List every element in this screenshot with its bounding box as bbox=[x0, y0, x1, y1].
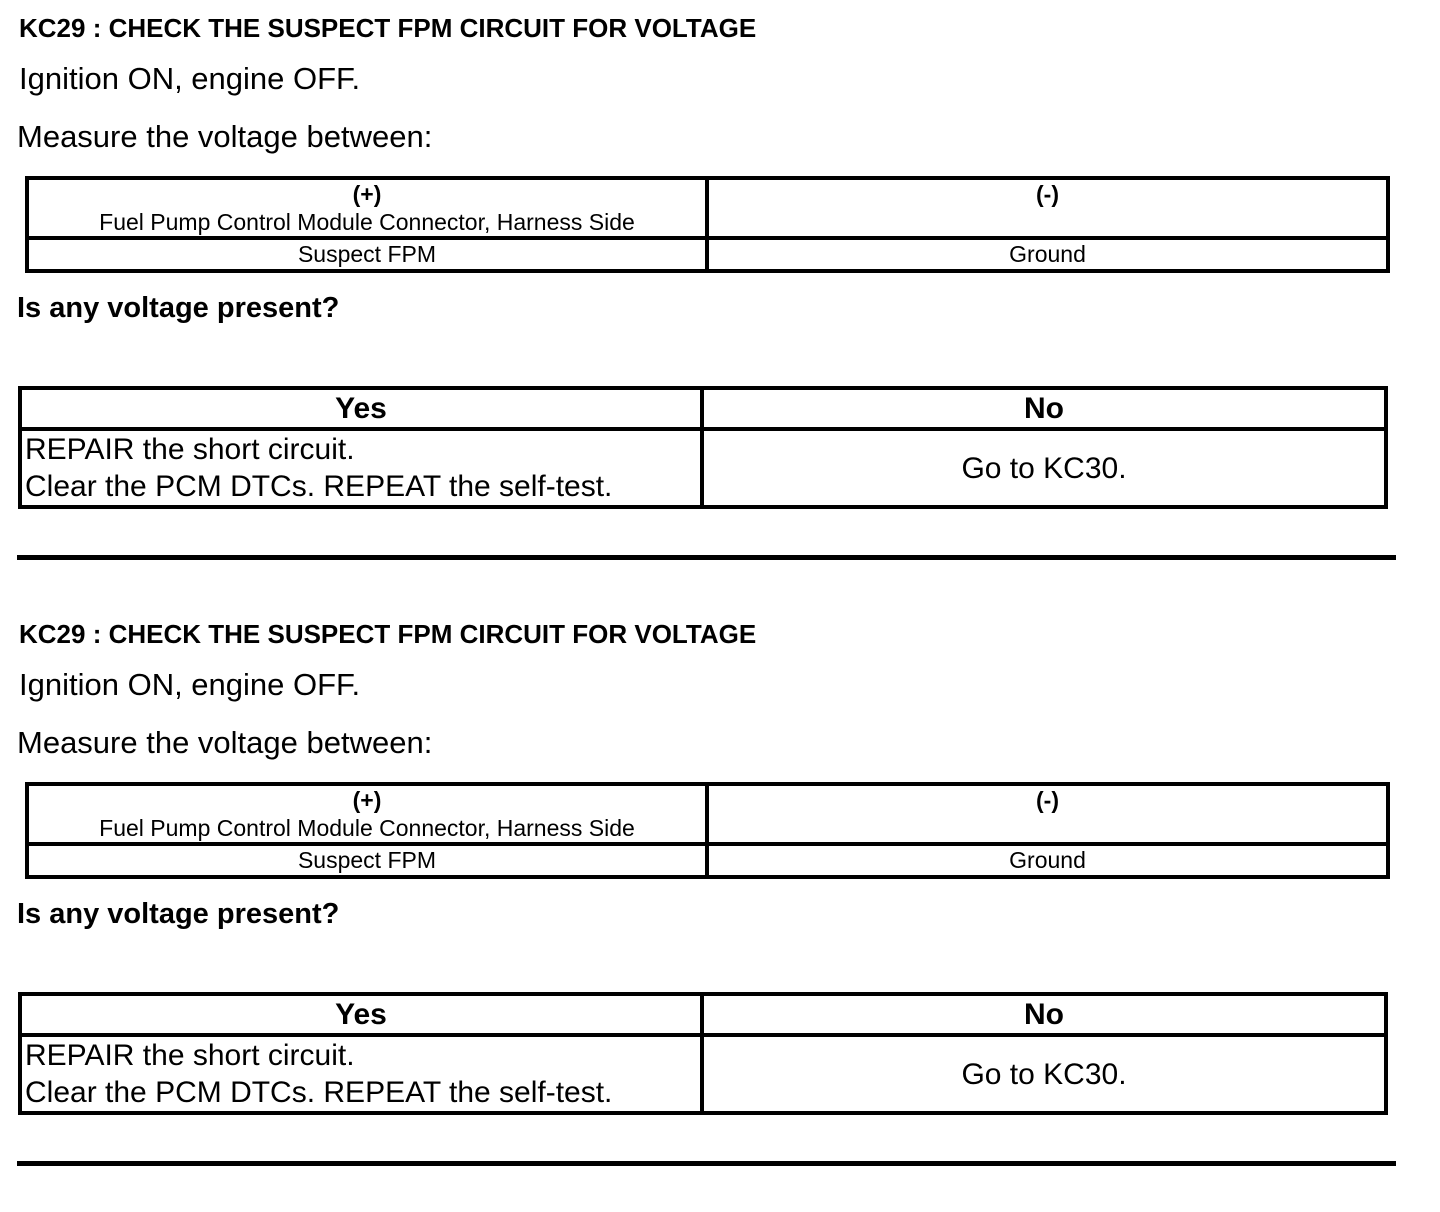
measurement-header-row bbox=[27, 178, 1388, 238]
negative-symbol: (-) bbox=[1036, 181, 1059, 207]
yes-action-line-1: REPAIR the short circuit. bbox=[25, 433, 355, 466]
answer-table bbox=[18, 992, 1388, 1115]
positive-value: Suspect FPM bbox=[27, 238, 707, 271]
answer-header-row bbox=[20, 388, 1386, 429]
negative-value: Ground bbox=[707, 238, 1388, 271]
question-text: Is any voltage present? bbox=[17, 292, 340, 324]
no-header: No bbox=[702, 388, 1386, 429]
measurement-table bbox=[25, 782, 1390, 879]
measure-instruction: Measure the voltage between: bbox=[17, 119, 433, 154]
yes-action-line-2: Clear the PCM DTCs. REPEAT the self-test. bbox=[25, 1076, 613, 1109]
answer-body-row bbox=[20, 429, 1386, 507]
yes-action-cell bbox=[20, 1035, 702, 1113]
no-action-cell: Go to KC30. bbox=[702, 429, 1386, 507]
answer-table bbox=[18, 386, 1388, 509]
negative-symbol: (-) bbox=[1036, 787, 1059, 813]
section-divider bbox=[17, 555, 1396, 560]
yes-action-line-2: Clear the PCM DTCs. REPEAT the self-test. bbox=[25, 470, 613, 503]
measurement-value-row bbox=[27, 238, 1388, 271]
measurement-header-row bbox=[27, 784, 1388, 844]
positive-header-cell bbox=[27, 784, 707, 844]
positive-symbol: (+) bbox=[352, 181, 382, 207]
negative-header-cell bbox=[707, 178, 1388, 238]
measurement-table bbox=[25, 176, 1390, 273]
yes-header: Yes bbox=[20, 994, 702, 1035]
negative-header-cell bbox=[707, 784, 1388, 844]
yes-header: Yes bbox=[20, 388, 702, 429]
no-header: No bbox=[702, 994, 1386, 1035]
yes-action-line-1: REPAIR the short circuit. bbox=[25, 1039, 355, 1072]
ignition-instruction: Ignition ON, engine OFF. bbox=[19, 667, 361, 702]
negative-value: Ground bbox=[707, 844, 1388, 877]
positive-label: Fuel Pump Control Module Connector, Harness Side bbox=[99, 815, 635, 841]
question-text: Is any voltage present? bbox=[17, 898, 340, 930]
positive-label: Fuel Pump Control Module Connector, Harness Side bbox=[99, 209, 635, 235]
measurement-value-row bbox=[27, 844, 1388, 877]
section-divider bbox=[17, 1161, 1396, 1166]
step-title: KC29 : CHECK THE SUSPECT FPM CIRCUIT FOR VOLTAGE bbox=[19, 13, 757, 43]
positive-symbol: (+) bbox=[352, 787, 382, 813]
answer-header-row bbox=[20, 994, 1386, 1035]
answer-body-row bbox=[20, 1035, 1386, 1113]
step-title: KC29 : CHECK THE SUSPECT FPM CIRCUIT FOR VOLTAGE bbox=[19, 619, 757, 649]
positive-value: Suspect FPM bbox=[27, 844, 707, 877]
ignition-instruction: Ignition ON, engine OFF. bbox=[19, 61, 361, 96]
measure-instruction: Measure the voltage between: bbox=[17, 725, 433, 760]
yes-action-cell bbox=[20, 429, 702, 507]
test-step-section-2 bbox=[0, 606, 1440, 1212]
positive-header-cell bbox=[27, 178, 707, 238]
no-action-cell: Go to KC30. bbox=[702, 1035, 1386, 1113]
